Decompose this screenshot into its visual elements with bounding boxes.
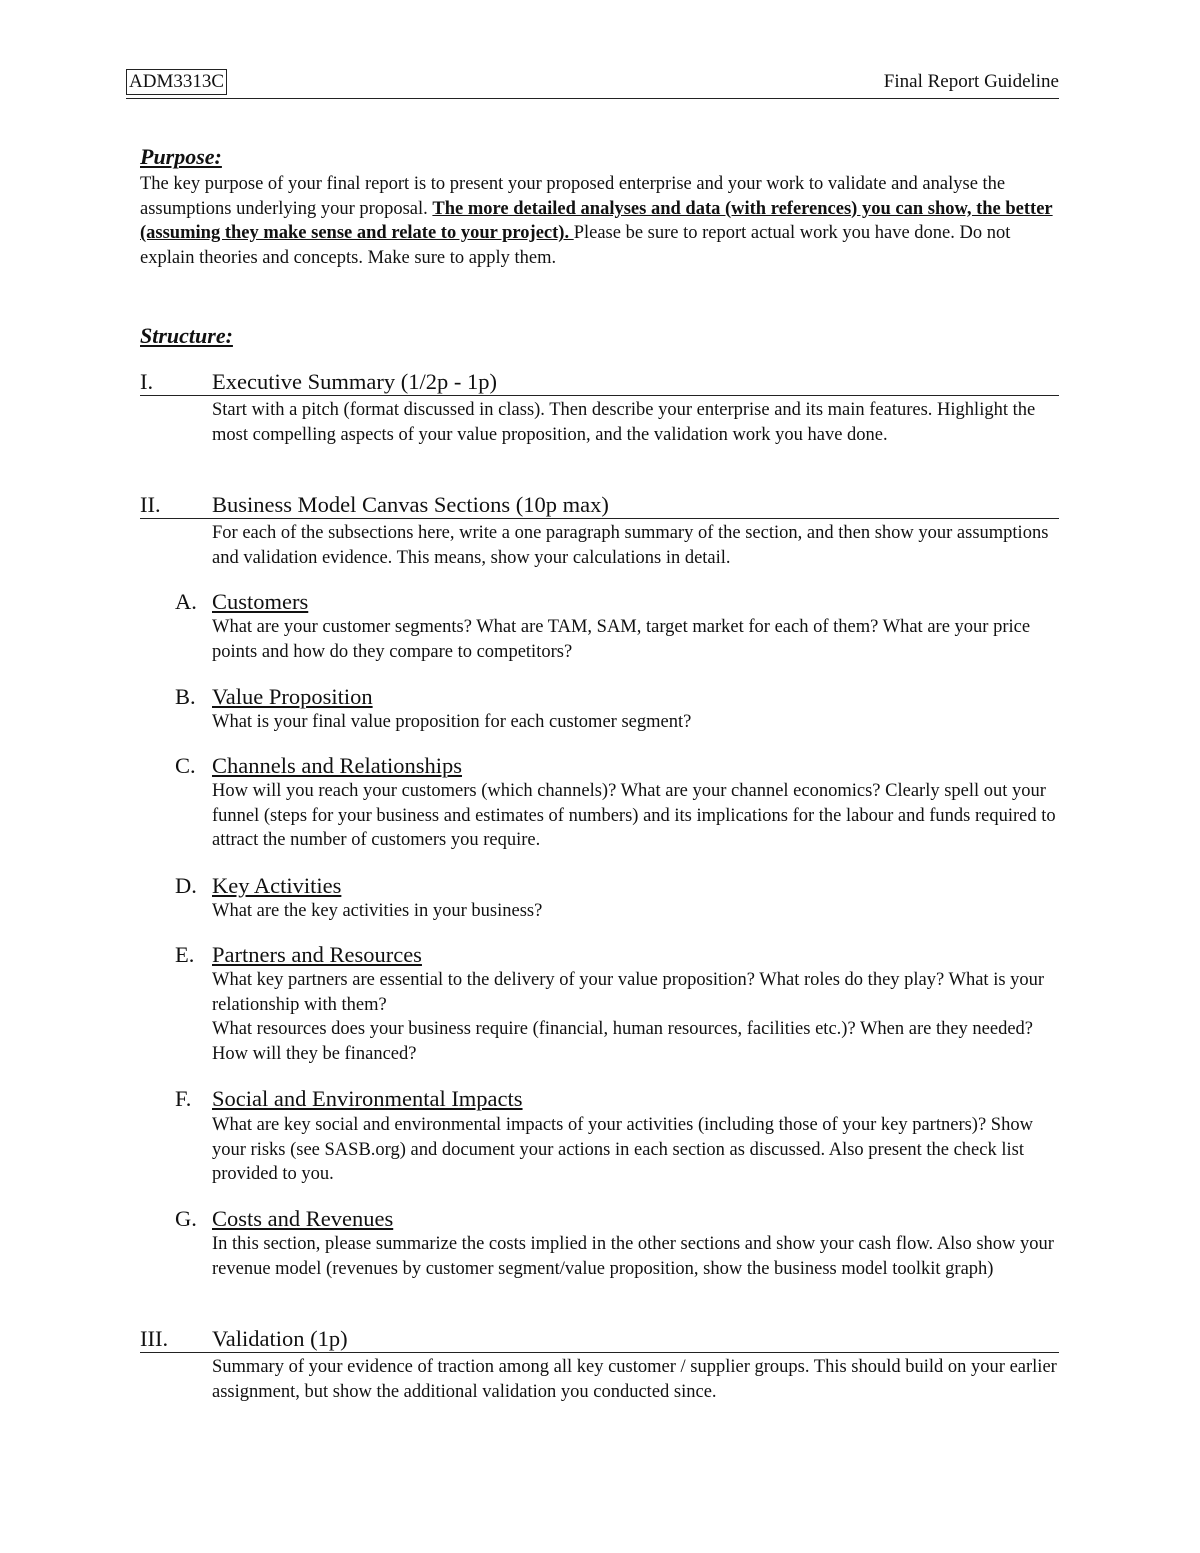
section-validation-heading [140, 1325, 1059, 1353]
subsection-letter: B. [175, 684, 196, 709]
subsection-costs-revenues-body [212, 1232, 1062, 1281]
purpose-heading-block [140, 144, 1060, 170]
purpose-text-bold: The more detailed analyses and data (with references) you can show, the better (assuming they make sense and relate to your project). [140, 198, 1053, 244]
purpose-paragraph-block [140, 172, 1055, 270]
section-executive-summary-body [212, 398, 1062, 447]
subsection-key-activities-title: Key Activities [212, 873, 342, 898]
subsection-value-proposition-body [212, 710, 1062, 735]
subsection-key-activities-body [212, 899, 1062, 924]
purpose-text-a: The key purpose of your final report is to present your proposed enterprise and your work to validate and analyse the assumptions underlying your proposal. [140, 174, 1006, 219]
subsection-customers-body [212, 615, 1062, 664]
section-body-text: Summary of your evidence of traction among all key customer / supplier groups. This should build on your earlier assignment, but show the additional validation you conducted since. [212, 1357, 1057, 1402]
subsection-body-text: In this section, please summarize the costs implied in the other sections and show your cash flow. Also show your revenue model (revenues by customer segment/value proposition, show the business model toolkit graph) [212, 1234, 1054, 1279]
subsection-costs-revenues-title: Costs and Revenues [212, 1206, 394, 1231]
subsection-body-text: What are your customer segments? What are TAM, SAM, target market for each of them? What are your price points and how do they compare to competitors? [212, 617, 1031, 662]
subsection-body-text: What are key social and environmental impacts of your activities (including those of your key partners)? Show your risks (see SASB.org) and document your actions in each section as discussed. Also present the check list provided to you. [212, 1115, 1033, 1185]
purpose-paragraph [140, 172, 1055, 270]
subsection-body-text: What are the key activities in your business? [212, 901, 543, 921]
section-body-text: Start with a pitch (format discussed in class). Then describe your enterprise and its main features. Highlight the most compelling aspects of your value proposition, and the validation work you have done. [212, 400, 1036, 445]
section-business-model-canvas-heading [140, 491, 1059, 519]
subsection-letter: C. [175, 753, 196, 778]
purpose-text-b: Please be sure to report actual work you have done. Do not explain theories and concepts. Make sure to apply them. [140, 223, 1011, 268]
subsection-partners-title: Partners and Resources [212, 942, 422, 967]
section-number: II. [140, 492, 161, 517]
subsection-value-proposition-title: Value Proposition [212, 684, 373, 709]
subsection-body-text: What key partners are essential to the delivery of your value proposition? What roles do they play? What is your relationship with them? [212, 970, 1045, 1015]
section-title: Validation (1p) [212, 1326, 348, 1351]
subsection-letter: G. [175, 1206, 197, 1231]
section-validation-body [212, 1355, 1062, 1404]
section-title: Executive Summary (1/2p - 1p) [212, 369, 497, 394]
section-executive-summary-heading [140, 368, 1059, 396]
purpose-heading: Purpose: [140, 144, 222, 169]
subsection-letter: F. [175, 1086, 192, 1111]
subsection-social-environmental-title: Social and Environmental Impacts [212, 1086, 523, 1111]
subsection-body-text: What is your final value proposition for each customer segment? [212, 712, 692, 732]
subsection-partners-body [212, 968, 1062, 1066]
subsection-social-environmental-body [212, 1113, 1062, 1187]
section-number: I. [140, 369, 154, 394]
subsection-letter: D. [175, 873, 197, 898]
subsection-letter: A. [175, 589, 197, 614]
section-title: Business Model Canvas Sections (10p max) [212, 492, 609, 517]
section-number: III. [140, 1326, 169, 1351]
structure-heading: Structure: [140, 323, 233, 348]
structure-heading-block [140, 323, 1060, 349]
course-code: ADM3313C [126, 69, 227, 95]
subsection-letter: E. [175, 942, 195, 967]
subsection-body-text: How will you reach your customers (which channels)? What are your channel economics? Clearly spell out your funnel (steps for your business and estimates of numbers) and its implications for the labour and funds required to attract the number of customers you require. [212, 781, 1056, 851]
subsection-channels-title: Channels and Relationships [212, 753, 462, 778]
subsection-body-text-2: What resources does your business require (financial, human resources, facilities etc.)? When are they needed? How will they be financed? [212, 1019, 1034, 1064]
subsection-customers-title: Customers [212, 589, 309, 614]
subsection-channels-body [212, 779, 1062, 853]
page-header [126, 68, 1059, 99]
section-business-model-canvas-body [212, 521, 1062, 570]
section-body-text: For each of the subsections here, write a one paragraph summary of the section, and then show your assumptions and validation evidence. This means, show your calculations in detail. [212, 523, 1049, 568]
document-title: Final Report Guideline [883, 71, 1059, 92]
